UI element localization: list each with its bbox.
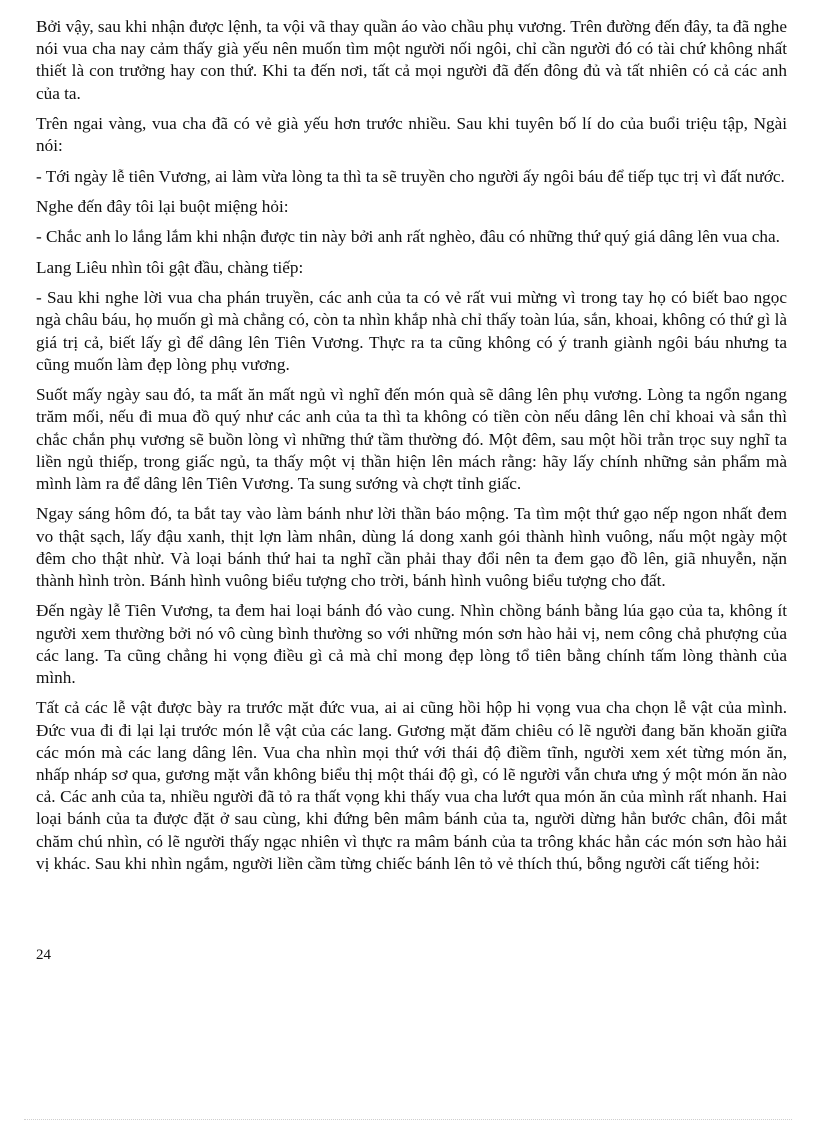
page-number: 24 — [36, 947, 51, 963]
dialogue-paragraph: - Chắc anh lo lắng lắm khi nhận được tin này bởi anh rất nghèo, đâu có những thứ quý giá dâng lên vua cha. — [36, 227, 780, 247]
paragraph: Nghe đến đây tôi lại buột miệng hỏi: — [36, 196, 289, 216]
page-bottom-divider — [24, 1119, 792, 1120]
dialogue-paragraph: - Tới ngày lễ tiên Vương, ai làm vừa lòng ta thì ta sẽ truyền cho người ấy ngôi báu để tiếp tục trị vì đất nước. — [36, 166, 785, 186]
paragraph: Bởi vậy, sau khi nhận được lệnh, ta vội vã thay quần áo vào chầu phụ vương. Trên đường đến đây, ta đã nghe nói vua cha nay cảm thấy già yếu nên muốn tìm một người nối ngôi, chỉ cần người đó có tài chứ không nhất thiết là con trưởng hay con thứ. Khi ta đến nơi, tất cả mọi người đã đến đông đủ và tất nhiên có cả các anh của ta. — [36, 17, 787, 103]
paragraph: Tất cả các lễ vật được bày ra trước mặt đức vua, ai ai cũng hồi hộp hi vọng vua cha chọn lễ vật của mình. Đức vua đi đi lại lại trước món lễ vật của các lang. Gương mặt đăm chiêu có lẽ người đang băn khoăn giữa các món mà các lang dâng lên. Vua cha nhìn mọi thứ với thái độ điềm tĩnh, người xem xét từng món ăn, nhấp nháp sơ qua, gương mặt vẫn không biểu thị một thái độ gì, có lẽ người vẫn chưa ưng ý một món ăn nào cả. Các anh của ta, nhiều người đã tỏ ra thất vọng khi thấy vua cha lướt qua món ăn của mình rất nhanh. Hai loại bánh của ta được đặt ở sau cùng, khi đứng bên mâm bánh của ta, người dừng hẳn bước chân, đôi mắt chăm chú nhìn, có lẽ người thấy ngạc nhiên vì thực ra mâm bánh của ta trông khác hẳn các món sơn hào hải vị khác. Sau khi nhìn ngắm, người liền cầm từng chiếc bánh lên tỏ vẻ thích thú, bỗng người cất tiếng hỏi: — [36, 698, 787, 873]
paragraph: Lang Liêu nhìn tôi gật đầu, chàng tiếp: — [36, 257, 304, 277]
paragraph: Ngay sáng hôm đó, ta bắt tay vào làm bánh như lời thần báo mộng. Ta tìm một thứ gạo nếp ngon nhất đem vo thật sạch, lấy đậu xanh, thịt lợn làm nhân, dùng lá dong xanh gói thành hình vuông, nấu một ngày một đêm cho thật nhừ. Và loại bánh thứ hai ta nghĩ cần phải thay đổi nên ta đem gạo đồ lên, giã nhuyễn, nặn thành hình tròn. Bánh hình vuông biểu tượng cho trời, bánh hình vuông biểu tượng cho đất. — [36, 504, 787, 590]
paragraph: Suốt mấy ngày sau đó, ta mất ăn mất ngủ vì nghĩ đến món quà sẽ dâng lên phụ vương. Lòng ta ngổn ngang trăm mối, nếu đi mua đồ quý như các anh của ta thì ta không có tiền còn nếu dâng lên chỉ khoai và sắn thì chắc chắn phụ vương sẽ buồn lòng vì những thứ tầm thường đó. Một đêm, sau một hồi trằn trọc suy nghĩ ta liền ngủ thiếp, trong giấc ngủ, ta thấy một vị thần hiện lên mách rằng: hãy lấy chính những sản phẩm mà mình làm ra để dâng lên Tiên Vương. Ta sung sướng và chợt tỉnh giấc. — [36, 385, 787, 493]
story-text — [36, 16, 787, 883]
dialogue-paragraph: - Sau khi nghe lời vua cha phán truyền, các anh của ta có vẻ rất vui mừng vì trong tay họ có biết bao ngọc ngà châu báu, họ muốn gì mà chẳng có, còn ta nhìn khắp nhà chỉ thấy toàn lúa, sắn, khoai, không có thứ gì là giá trị cả, biết lấy gì để dâng lên Tiên Vương. Thực ra ta cũng không có ý tranh giành ngôi báu nhưng ta cũng muốn làm đẹp lòng phụ vương. — [36, 288, 787, 374]
paragraph: Trên ngai vàng, vua cha đã có vẻ già yếu hơn trước nhiều. Sau khi tuyên bố lí do của buổi triệu tập, Ngài nói: — [36, 114, 787, 156]
paragraph: Đến ngày lễ Tiên Vương, ta đem hai loại bánh đó vào cung. Nhìn chồng bánh bằng lúa gạo của ta, không ít người xem thường bởi nó vô cùng bình thường so với những món sơn hào hải vị, nem công chả phượng của các lang. Ta cũng chẳng hi vọng điều gì cả mà chỉ mong đẹp lòng tổ tiên bằng chính tấm lòng thành của mình. — [36, 601, 787, 687]
